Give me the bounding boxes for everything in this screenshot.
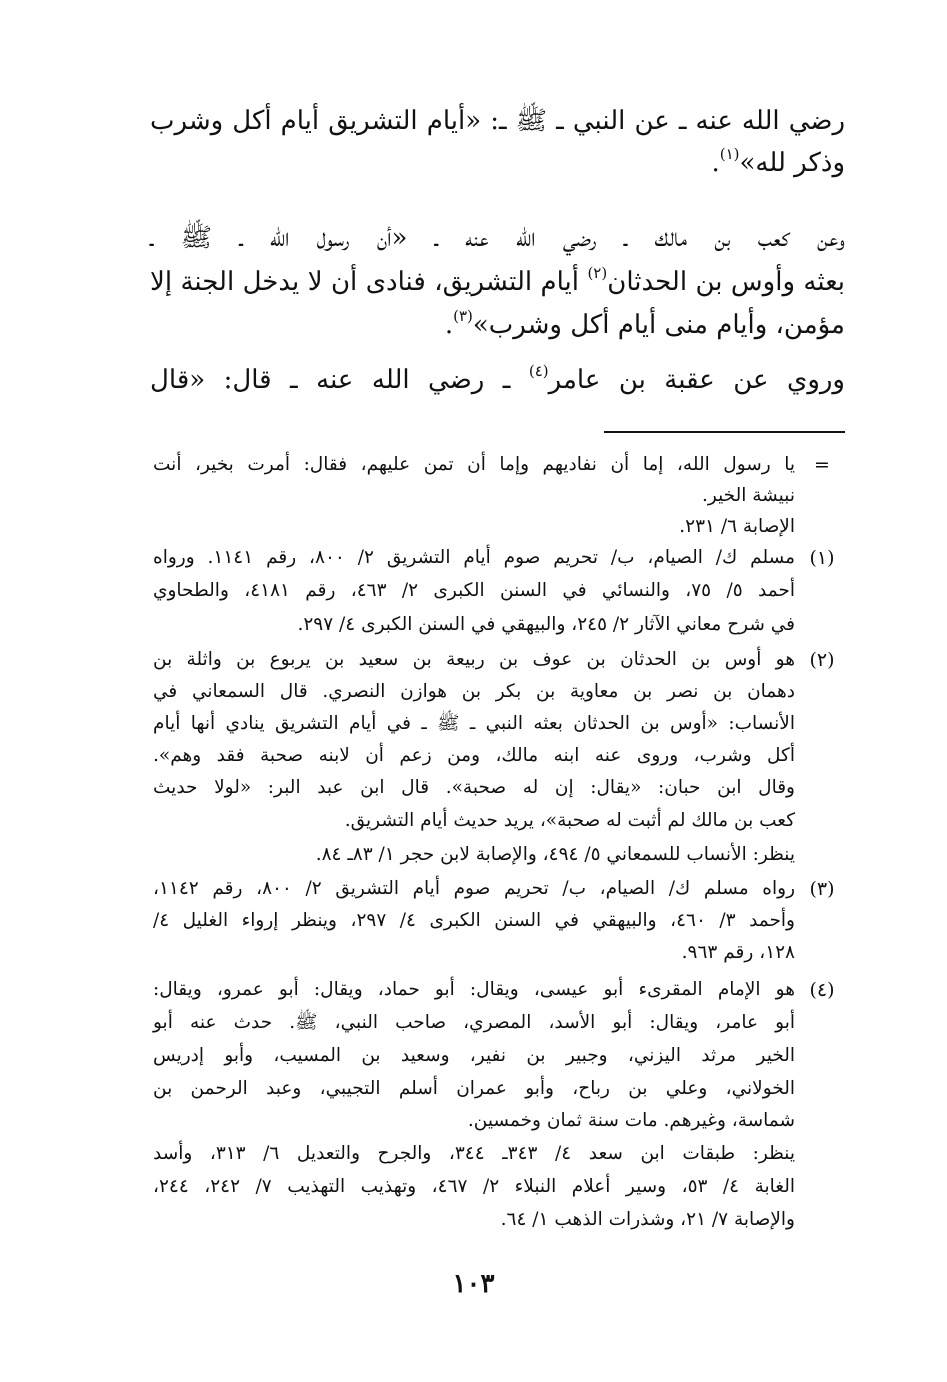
footnote-marker: (٤) [809,979,835,1001]
footnote-line: ينظر: الأنساب للسمعاني ٥/ ٤٩٤، والإصابة لابن حجر ١/ ٨٣ـ ٨٤. [315,844,795,865]
text-span: . [444,310,454,340]
footnote-line: الخولاني، وعلي بن رباح، وأبو عمران أسلم التجيبي، وعبد الرحمن بن [153,1078,795,1099]
footnote-line: ينظر: طبقات ابن سعد ٤/ ٣٤٣ـ ٣٤٤، والجرح والتعديل ٦/ ٣١٣، وأسد [153,1143,795,1164]
text-span: وعن كعب بن مالك ـ رضي الله عنه ـ «أن رسول الله ـ ﷺ ـ [150,223,845,253]
page-number: ١٠٣ [452,1269,495,1299]
footnote-marker: (١) [809,547,835,569]
footnote-line: في شرح معاني الآثار ٢/ ٢٤٥، والبيهقي في السنن الكبرى ٤/ ٢٩٧. [297,614,795,635]
footnote-marker: (٢) [809,649,835,671]
footnote-line: كعب بن مالك لم أثبت له صحبة»، يريد حديث أيام التشريق. [344,810,795,831]
footnote-line: أبو عامر، ويقال: أبو الأسد، المصري، صاحب النبي، ﷺ. حدث عنه أبو [153,1012,795,1033]
footnote-line: مسلم ك/ الصيام، ب/ تحريم صوم أيام التشريق ٢/ ٨٠٠، رقم ١١٤١. ورواه [153,547,796,568]
footnote-line: رواه مسلم ك/ الصيام، ب/ تحريم صوم أيام التشريق ٢/ ٨٠٠، رقم ١١٤٢، [153,878,796,899]
footnote-ref: (١) [719,145,740,163]
text-span: بعثه وأوس بن الحدثان [607,267,845,297]
footnote-line: وقال ابن حبان: «يقال: إن له صحبة». قال ابن عبد البر: «لولا حديث [153,777,795,798]
footnote-line: هو أوس بن الحدثان بن عوف بن ربيعة بن سعيد بن يربوع بن واثلة بن [153,649,795,670]
footnote-line: الغابة ٤/ ٥٣، وسير أعلام النبلاء ٢/ ٤٦٧، وتهذيب التهذيب ٧/ ٢٤٢، ٢٤٤، [153,1176,795,1197]
footnote-line: نبيشة الخير. [701,485,795,506]
footnote-marker: (٣) [809,878,835,900]
text-span: مؤمن، وأيام منى أيام أكل وشرب» [472,310,845,340]
footnote-divider [604,431,845,433]
main-line [150,360,845,400]
footnote-line: أكل وشرب، وروى عنه ابنه مالك، ومن زعم أن لابنه صحبة فقد وهم». [153,745,795,766]
text-span: . [711,148,720,178]
footnote-line: يا رسول الله، إما أن نفاديهم وإما أن تمن عليهم، فقال: أمرت بخير، أنت [153,454,795,475]
text-span: أيام التشريق، فنادى أن لا يدخل الجنة إلا [150,267,588,297]
footnote-line: الإصابة ٦/ ٢٣١. [679,516,795,537]
main-line [150,305,845,345]
main-line [150,143,845,183]
footnote-line: ١٢٨، رقم ٩٦٣. [681,942,795,963]
footnote-line: والإصابة ٧/ ٢١، وشذرات الذهب ١/ ٦٤. [500,1209,795,1230]
footnote-line: الخير مرثد اليزني، وجبير بن نفير، وسعيد بن المسيب، وأبو إدريس [153,1045,795,1066]
main-line [150,218,845,258]
main-line [150,101,845,141]
text-span: رضي الله عنه ـ عن النبي ـ ﷺ ـ: «أيام التشريق أيام أكل وشرب [150,106,845,136]
footnote-ref: (٢) [587,264,608,282]
footnote-ref: (٤) [528,362,549,380]
text-span: وذكر لله» [739,148,845,178]
text-span: ـ رضي الله عنه ـ قال: «قال [150,365,529,395]
footnote-line: دهمان بن نصر بن معاوية بن بكر بن هوازن النصري. قال السمعاني في [153,681,795,702]
footnote-marker: = [814,454,830,476]
footnote-line: هو الإمام المقرىء أبو عيسى، ويقال: أبو حماد، ويقال: أبو عمرو، ويقال: [153,979,795,1000]
footnote-line: الأنساب: «أوس بن الحدثان بعثه النبي ـ ﷺ ـ في أيام التشريق ينادي أنها أيام [153,713,795,734]
footnote-line: وأحمد ٣/ ٤٦٠، والبيهقي في السنن الكبرى ٤/ ٢٩٧، وينظر إرواء الغليل ٤/ [153,910,795,931]
footnote-line: شماسة، وغيرهم. مات سنة ثمان وخمسين. [467,1110,795,1131]
footnote-ref: (٣) [453,307,473,325]
text-span: وروي عن عقبة بن عامر [548,365,845,395]
main-line [150,262,845,302]
footnote-line: أحمد ٥/ ٧٥، والنسائي في السنن الكبرى ٢/ ٤٦٣، رقم ٤١٨١، والطحاوي [153,580,795,601]
